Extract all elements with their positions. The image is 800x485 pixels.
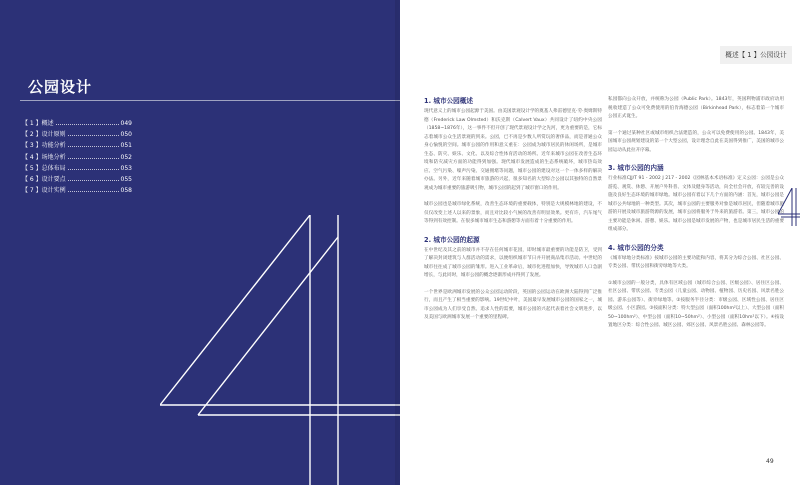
toc-item[interactable] (22, 163, 132, 174)
running-header: 概述【 1 】公园设计 (720, 46, 792, 64)
body-paragraph: ①城市公园的一般分类，具体有区域公园（城市综合公园、区级公园）、居住区公园、社区公园、带状公园、专类公园（儿童公园、动物园、植物园、历史名园、风景名胜公园、游乐公园等）、街旁绿地等。②按服务半径分类：市级公园、区域性公园、居住区级公园、小区游园。③按面积分类：特大型公园（面积100hm²以上）、大型公园（面积50~100hm²）、中型公园（面积10~50hm²）、小型公园（面积10hm²以下）。④按设置地区分类：综合性公园、城区公园、郊区公园、风景名胜公园、森林公园等。 (608, 280, 785, 328)
toc-leader-dots (68, 191, 119, 192)
toc-item-page: 053 (120, 164, 132, 172)
toc-item-page: 055 (120, 176, 132, 184)
toc-item-page: 050 (120, 131, 132, 139)
toc-item[interactable] (22, 140, 132, 151)
toc-item-page: 052 (120, 153, 132, 161)
section-heading: 3. 城市公园的内涵 (608, 164, 664, 172)
toc-item[interactable] (22, 185, 132, 196)
page-title: 公园设计 (28, 78, 93, 96)
body-paragraph: 私园都向公众开放，并统称为公园（Public Park）。1843年，英国利物浦市政府动用税收建造了公众可免费使用的伯肯海德公园（Birkinhead Park），标志着第一个城市公园正式诞生。 (608, 97, 784, 119)
toc-leader-dots (68, 169, 119, 170)
toc-item[interactable] (22, 129, 132, 140)
section-heading: 2. 城市公园的起源 (424, 235, 480, 244)
toc-leader-dots (56, 124, 119, 125)
toc-item-page: 051 (120, 142, 132, 150)
chapter-number-graphic (160, 215, 400, 485)
page-number: 49 (766, 458, 774, 465)
toc-item-label: 【 2 】设计原则 (22, 131, 66, 139)
toc-item-label: 【 6 】设计要点 (22, 176, 66, 184)
section-heading: 4. 城市公园的分类 (608, 243, 664, 252)
toc-item[interactable] (22, 174, 132, 185)
title-divider (20, 100, 400, 101)
toc-item[interactable] (22, 152, 132, 163)
text-column-2 (608, 96, 784, 339)
toc-item-label: 【 3 】功能分析 (22, 142, 66, 150)
toc-item-label: 【 7 】设计实例 (22, 187, 66, 195)
edge-chapter-number-graphic (778, 188, 800, 226)
body-paragraph: 一个世界是欧洲城市发展的公众公园运动阶段，英国的公园运动在欧洲大陆得到广泛推行，而且产生了相当重要的影响。19世纪中叶，美国最早发展城市公园的国家之一，城市公园成为人们享受自然、追求人性的需要，城市公园的兴起代表着社会文明进步，以及美国与欧洲城市发展一个重要的里程碑。 (424, 289, 602, 320)
toc-item-page: 049 (120, 120, 132, 127)
body-paragraph: 第一个通过某种社区或城市组织合法建造的，公众可以免费使用的公园。1843年，美国城市公园规划建设的第一个大型公园，设计理念自此在美国得到推广，美国的城市公园运动从此拉开序幕。 (608, 130, 784, 153)
toc-item-label: 【 4 】场地分析 (22, 153, 66, 161)
toc-item-label: 【 5 】总体布局 (22, 164, 66, 172)
body-paragraph: 行业标准CJJ/T 91 - 2002 J 217 - 2002《园林基本术语标准》定义公园：公园是公众游览、观赏、休憩、开展户外科普、文体及健身等活动，向全社会开放，有较完善的设施及良好生态环境的城市绿地。城市公园有着以下几个方面的内涵：首先，城市公园是城市公共绿地的一种类型。其次，城市公园的主要服务对象是城市居民，但随着城市旅游的开展及城市旅游资源的发展，城市公园将服务于外来的旅游者。第三，城市公园的主要功能是休闲、游憩、娱乐。城市公园是城市发展的产物，也是城市居民生活的重要组成部分。 (608, 176, 784, 232)
toc-item-label: 【 1 】概述 (22, 120, 54, 127)
text-column-1 (424, 96, 602, 331)
body-paragraph: 现代意义上的城市公园起源于美国。由美国景观设计学的奠基人弗雷德里克·劳·奥姆斯特德（Frederick Law Olmsted）和沃克斯（Calvert Vaux）共同设计了纽约中央公园（1858~1876年），这一事件不但开创了现代景观设计学之先河，更为重要的是，它标志着城市公众生活景观的到来。公园，已不再是少数人所赏玩的奢侈品，而是普通公众身心愉悦的空间。城市公园的作用和意义重在：公园成为城市居民的休闲场所，是城市生态、防灾、娱乐、文化、以及综合性体育活动的场所。近年来城市公园在改善生态环境和防灾减灾方面的功能得到加强。现代城市发展造成的生态系统破坏，城市热岛效应、空气污染、噪声污染、交通拥堵等问题，城市公园的建设对这一个一体多样的解决办法。另外，近年来随着城市旅游的兴起，很多知名的大型综合公园以其独特的自然景观成为城市重要的旅游吸引物，城市公园的起到了城市窗口的作用。 (424, 109, 602, 191)
body-paragraph: 《城市绿地分类标准》按城市公园的主要功能和内容，将其分为综合公园、社区公园、专类公园、带状公园和街旁绿地等大类。 (608, 255, 784, 269)
toc-leader-dots (68, 158, 119, 159)
toc-leader-dots (68, 180, 119, 181)
toc-item[interactable] (22, 118, 132, 129)
toc-item-page: 058 (120, 187, 132, 195)
body-paragraph: 在中世纪及其之前的城市并不存在任何城市花园，即时城市最重要的功能是防卫，受到了解决封闭建筑与人群活动的需求，以便组织城市节日并开展商品集市活动。中世纪的城市往往成了城市公园的雏形。进入工业革命后，城市化进程加快，导致城市人口急剧增长，与此同时，城市公园的概念逐渐形成并得到了发展。 (424, 247, 602, 278)
table-of-contents (22, 118, 132, 196)
toc-leader-dots (68, 135, 119, 136)
section-heading: 1. 城市公园概述 (424, 97, 473, 105)
toc-leader-dots (68, 146, 119, 147)
body-paragraph: 城市公园也是城市绿化系统，改善生态环境的重要载体，特别是大规模林地的建设，不仅仅改变上述人以来的景象，而且对比较小气候的改善有明显效果。更有许，汽车尾气等得到有效控制。在很多城市城市生态和游憩等方面有着十分重要的作用。 (424, 202, 602, 224)
